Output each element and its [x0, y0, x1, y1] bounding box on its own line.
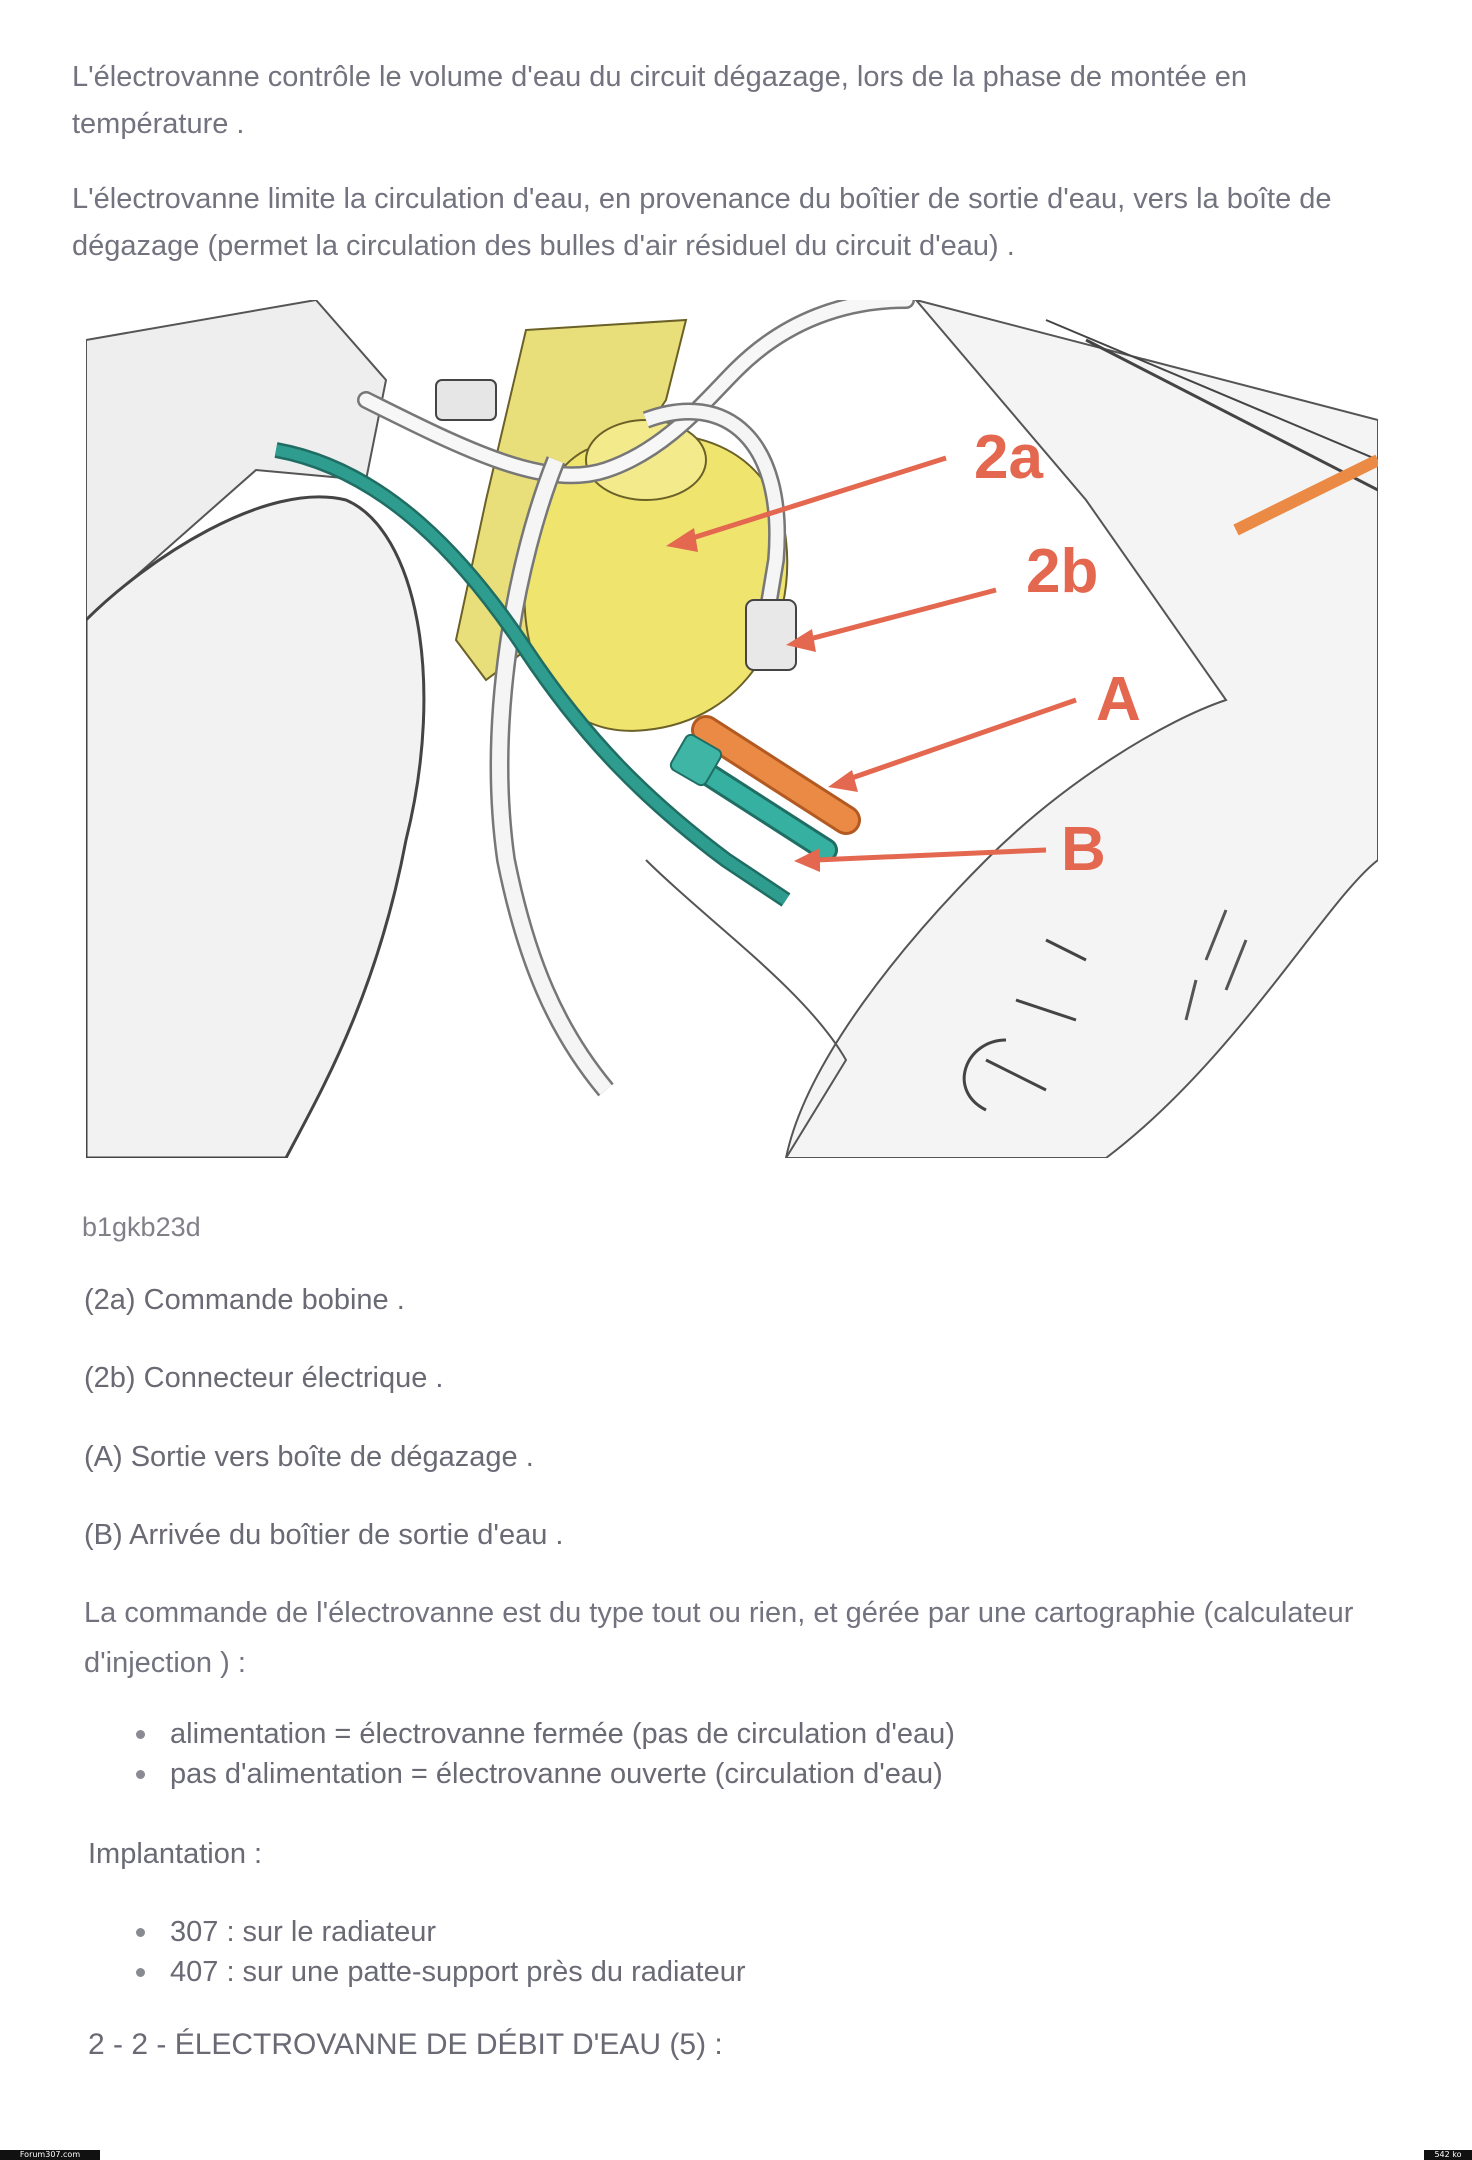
legend-b: (B) Arrivée du boîtier de sortie d'eau . — [84, 1519, 564, 1551]
callout-2a: 2a — [974, 423, 1043, 492]
list-item: pas d'alimentation = électrovanne ouverte (circulation d'eau) — [136, 1754, 955, 1794]
footer-site-label: Forum307.com — [0, 2150, 100, 2160]
intro-paragraph-2: L'électrovanne limite la circulation d'eau, en provenance du boîtier de sortie d'eau, vers la boîte de dégazage (permet la circulation des bulles d'air résiduel du circuit d'eau) . — [72, 183, 1332, 262]
callout-2b: 2b — [1026, 537, 1099, 606]
implantation-list — [136, 1912, 746, 1992]
implantation-label: Implantation : — [88, 1838, 263, 1870]
figure-caption: b1gkb23d — [82, 1212, 201, 1242]
electrical-connector — [746, 600, 796, 670]
intro-paragraph-1: L'électrovanne contrôle le volume d'eau du circuit dégazage, lors de la phase de montée en température . — [72, 61, 1248, 140]
valve-illustration — [86, 300, 1378, 1158]
command-list — [136, 1714, 955, 1794]
callout-b: B — [1061, 815, 1106, 884]
list-item: 407 : sur une patte-support près du radiateur — [136, 1952, 746, 1992]
footer-size-label: 542 ko — [1424, 2150, 1472, 2160]
list-item: alimentation = électrovanne fermée (pas de circulation d'eau) — [136, 1714, 955, 1754]
legend-a: (A) Sortie vers boîte de dégazage . — [84, 1441, 534, 1473]
legend-2a: (2a) Commande bobine . — [84, 1284, 405, 1316]
engine-diagram — [86, 300, 1378, 1158]
list-item: 307 : sur le radiateur — [136, 1912, 746, 1952]
legend-2b: (2b) Connecteur électrique . — [84, 1362, 444, 1394]
command-paragraph: La commande de l'électrovanne est du type tout ou rien, et gérée par une cartographie (calculateur d'injection ) : — [84, 1597, 1354, 1679]
section-heading: 2 - 2 - ÉLECTROVANNE DE DÉBIT D'EAU (5) : — [88, 2028, 723, 2061]
callout-a: A — [1096, 665, 1141, 734]
